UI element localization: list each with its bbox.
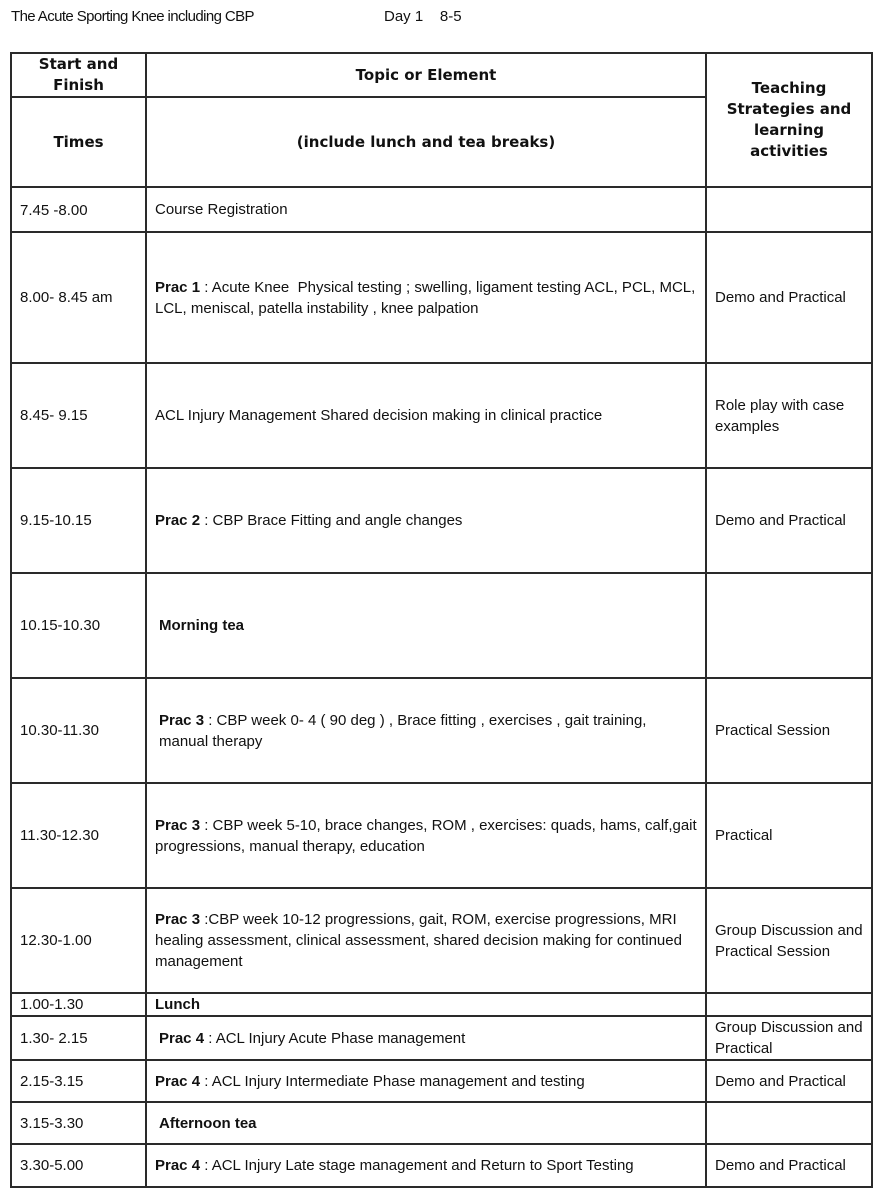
time-cell: 11.30-12.30	[11, 783, 146, 888]
day-hours: 8-5	[439, 8, 462, 25]
topic-prefix: Prac 3	[155, 911, 201, 928]
topic-cell	[146, 573, 706, 678]
time-cell: 10.15-10.30	[11, 573, 146, 678]
topic-cell	[146, 1060, 706, 1102]
schedule-row	[11, 993, 872, 1016]
topic-cell	[146, 993, 706, 1016]
topic-prefix: Prac 4	[155, 1072, 201, 1090]
topic-prefix: Prac 3	[155, 816, 201, 834]
topic-prefix: Afternoon tea	[159, 1114, 257, 1132]
topic-prefix: Prac 3	[159, 711, 205, 729]
time-cell: 1.30- 2.15	[11, 1016, 146, 1060]
topic-text: : ACL Injury Late stage management and Return to Sport Testing	[200, 1157, 634, 1174]
schedule-row	[11, 1016, 872, 1060]
topic-prefix: Prac 1	[155, 278, 201, 296]
strategy-cell: Demo and Practical	[706, 468, 872, 573]
topic-cell	[146, 187, 706, 232]
strategy-cell: Demo and Practical	[706, 1144, 872, 1187]
strategy-cell: Role play with case examples	[706, 363, 872, 468]
time-cell: 7.45 -8.00	[11, 187, 146, 232]
time-cell: 2.15-3.15	[11, 1060, 146, 1102]
topic-text: : ACL Injury Intermediate Phase management and testing	[200, 1072, 585, 1090]
time-cell: 3.15-3.30	[11, 1102, 146, 1144]
day-number: Day 1	[384, 8, 424, 25]
topic-cell	[146, 1144, 706, 1187]
topic-cell	[146, 678, 706, 783]
topic-text: : CBP week 5-10, brace changes, ROM , exercises: quads, hams, calf,gait progressions, manual therapy, education	[155, 816, 701, 855]
document-title: The Acute Sporting Knee including CBP	[11, 8, 254, 25]
time-cell: 10.30-11.30	[11, 678, 146, 783]
strategy-cell: Demo and Practical	[706, 232, 872, 363]
topic-cell	[146, 232, 706, 363]
topic-cell	[146, 1016, 706, 1060]
topic-text: : ACL Injury Acute Phase management	[204, 1029, 466, 1047]
topic-cell	[146, 783, 706, 888]
topic-prefix: Prac 4	[155, 1157, 201, 1174]
topic-text: ACL Injury Management Shared decision making in clinical practice	[155, 407, 603, 424]
topic-text: :CBP week 10-12 progressions, gait, ROM, exercise progressions, MRI healing assessment, clinical assessment, shared decision making for continued management	[155, 911, 687, 970]
topic-text: : CBP week 0- 4 ( 90 deg ) , Brace fitting , exercises , gait training, manual therapy	[159, 711, 651, 750]
header-times: Times	[11, 97, 146, 187]
topic-text: : CBP Brace Fitting and angle changes	[200, 512, 463, 529]
schedule-row	[11, 888, 872, 993]
strategy-cell	[706, 993, 872, 1016]
topic-cell	[146, 888, 706, 993]
topic-text: : Acute Knee Physical testing ; swelling, ligament testing ACL, PCL, MCL, LCL, meniscal, patella instability , knee palpation	[155, 278, 700, 317]
topic-prefix: Prac 4	[159, 1029, 205, 1047]
strategy-cell	[706, 1102, 872, 1144]
strategy-cell	[706, 187, 872, 232]
strategy-cell: Demo and Practical	[706, 1060, 872, 1102]
strategy-cell: Group Discussion and Practical	[706, 1016, 872, 1060]
header-include-breaks: (include lunch and tea breaks)	[146, 97, 706, 187]
time-cell: 9.15-10.15	[11, 468, 146, 573]
header-topic: Topic or Element	[146, 53, 706, 97]
strategy-cell: Practical	[706, 783, 872, 888]
day-label	[384, 8, 462, 25]
schedule-row	[11, 187, 872, 232]
strategy-cell: Group Discussion and Practical Session	[706, 888, 872, 993]
schedule-row	[11, 678, 872, 783]
schedule-row	[11, 783, 872, 888]
topic-cell	[146, 1102, 706, 1144]
schedule-row	[11, 1144, 872, 1187]
time-cell: 3.30-5.00	[11, 1144, 146, 1187]
header-row-top	[11, 53, 872, 97]
topic-prefix: Morning tea	[159, 617, 244, 634]
strategy-cell	[706, 573, 872, 678]
topic-cell	[146, 468, 706, 573]
schedule-row	[11, 1102, 872, 1144]
schedule-row	[11, 1060, 872, 1102]
header-teaching-strategies: Teaching Strategies and learning activities	[706, 53, 872, 187]
time-cell: 1.00-1.30	[11, 993, 146, 1016]
schedule-row	[11, 232, 872, 363]
topic-prefix: Lunch	[155, 996, 200, 1013]
topic-prefix: Prac 2	[155, 512, 201, 529]
schedule-row	[11, 468, 872, 573]
header-start-finish: Start and Finish	[11, 53, 146, 97]
schedule-row	[11, 363, 872, 468]
topic-cell	[146, 363, 706, 468]
document-header	[11, 8, 462, 25]
time-cell: 8.45- 9.15	[11, 363, 146, 468]
schedule-table	[10, 52, 873, 1188]
topic-text: Course Registration	[155, 201, 288, 218]
schedule-row	[11, 573, 872, 678]
time-cell: 12.30-1.00	[11, 888, 146, 993]
time-cell: 8.00- 8.45 am	[11, 232, 146, 363]
strategy-cell: Practical Session	[706, 678, 872, 783]
